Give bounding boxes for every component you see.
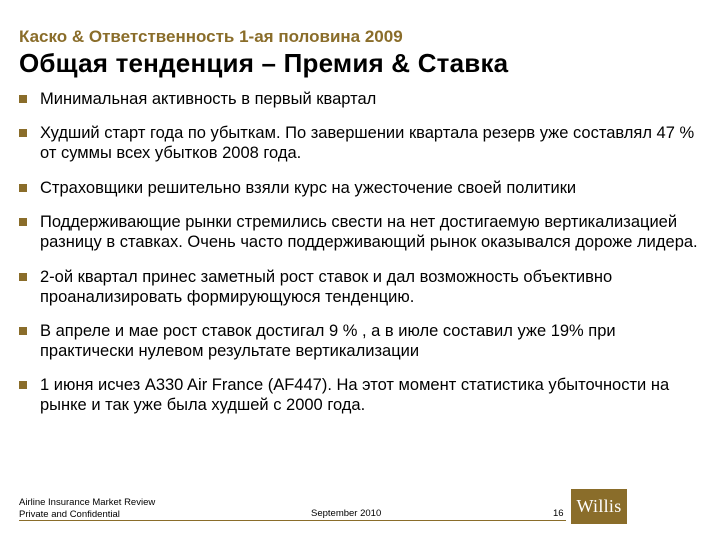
footer-report-name: Airline Insurance Market Review xyxy=(19,497,156,508)
willis-logo xyxy=(571,489,627,524)
bullet-list xyxy=(19,89,699,430)
bullet-item xyxy=(19,375,699,415)
square-bullet-icon xyxy=(19,95,27,103)
bullet-text: Худший старт года по убыткам. По завершении квартала резерв уже составлял 47 % от суммы всех убытков 2008 года. xyxy=(40,124,695,163)
bullet-text: 1 июня исчез A330 Air France (AF447). На этот момент статистика убыточности на рынке и так уже была худшей с 2000 года. xyxy=(40,376,670,415)
square-bullet-icon xyxy=(19,327,27,335)
bullet-text: 2-ой квартал принес заметный рост ставок и дал возможность объективно проанализировать формирующуюся тенденцию. xyxy=(40,267,613,306)
square-bullet-icon xyxy=(19,273,27,281)
footer-confidentiality: Private and Confidential xyxy=(19,509,120,520)
bullet-item xyxy=(19,123,699,163)
square-bullet-icon xyxy=(19,218,27,226)
slide-title: Общая тенденция – Премия & Ставка xyxy=(19,48,509,78)
bullet-item xyxy=(19,267,699,307)
bullet-text: Поддерживающие рынки стремились свести на нет достигаемую вертикализацией разницу в ставках. Очень часто поддерживающий рынок оказывался дороже лидера. xyxy=(40,213,698,252)
bullet-item xyxy=(19,178,699,198)
square-bullet-icon xyxy=(19,381,27,389)
page-number: 16 xyxy=(553,508,564,519)
square-bullet-icon xyxy=(19,129,27,137)
square-bullet-icon xyxy=(19,184,27,192)
bullet-text: Страховщики решительно взяли курс на ужесточение своей политики xyxy=(40,178,577,197)
logo-text: Willis xyxy=(576,496,622,516)
bullet-text: В апреле и мае рост ставок достигал 9 % , а в июле составил уже 19% при практически нулевом результате вертикализации xyxy=(40,321,616,360)
bullet-text: Минимальная активность в первый квартал xyxy=(40,90,377,108)
footer-date: September 2010 xyxy=(311,508,382,519)
bullet-item xyxy=(19,212,699,252)
bullet-item xyxy=(19,89,699,109)
footer-document-info xyxy=(19,497,155,521)
bullet-item xyxy=(19,321,699,361)
footer-divider xyxy=(19,520,566,521)
slide-supertitle: Каско & Ответственность 1-ая половина 2009 xyxy=(19,27,403,46)
